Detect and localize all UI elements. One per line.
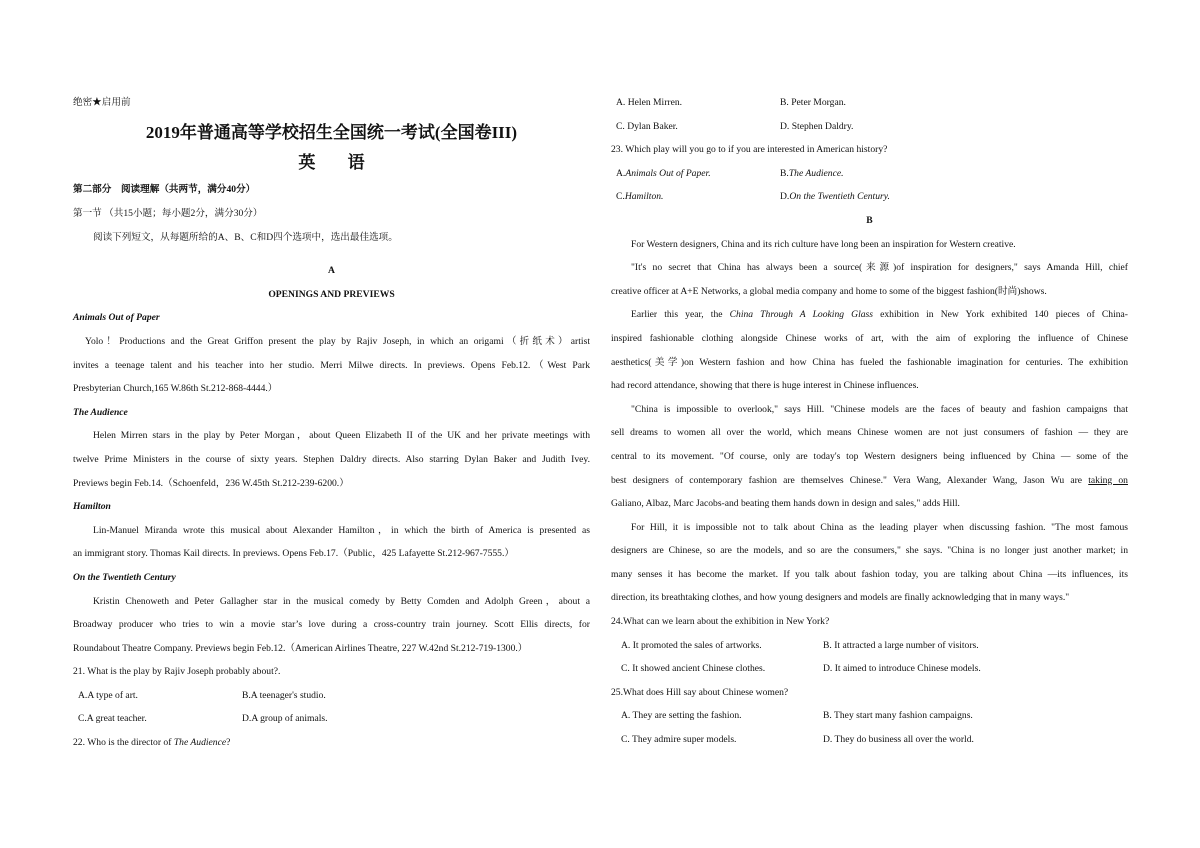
paragraph-line: For Hill, it is impossible not to talk about China as the leading player when discussing fashion. "The most famous <box>631 521 1128 533</box>
right-column <box>611 91 1128 752</box>
option-a[interactable]: A. Helen Mirren. <box>616 97 683 108</box>
play-text-line: Kristin Chenoweth and Peter Gallagher star in the musical comedy by Betty Comden and Adolph Green，about a <box>93 595 590 607</box>
section-heading: 第一节 （共15小题；每小题2分，满分30分） <box>73 208 263 219</box>
paragraph-line: aesthetics(美学)on Western fashion and how China has fueled the fashionable imagination for centuries. The exhibition <box>611 356 1128 368</box>
part-heading: 第二部分 阅读理解（共两节，满分40分） <box>73 184 256 195</box>
question-options-row <box>611 634 1128 658</box>
option-text: Animals Out of Paper. <box>625 167 711 179</box>
play-text-line: Presbyterian Church,165 W.86th St.212-868-4444.） <box>73 383 278 395</box>
paragraph-line: "It's no secret that China has always been a source(来源)of inspiration for designers," says Amanda Hill, chief <box>631 262 1128 274</box>
question-options-row <box>611 185 1128 209</box>
play-title: On the Twentieth Century <box>73 571 176 583</box>
option-c[interactable]: C. Dylan Baker. <box>616 120 678 132</box>
option-text: The Audience. <box>788 167 844 179</box>
option-c[interactable]: C.A great teacher. <box>78 713 147 725</box>
option-letter: A. <box>616 167 626 179</box>
option-d[interactable] <box>780 185 890 209</box>
option-c[interactable]: C. They admire super models. <box>621 734 737 746</box>
option-b[interactable]: B. Peter Morgan. <box>780 97 846 108</box>
passage-a-letter: A <box>328 265 335 277</box>
question-stem-title: The Audience <box>173 737 227 749</box>
paragraph-line: Galiano, Albaz, Marc Jacobs-and beating them hands down in design and sales," adds Hill. <box>611 498 960 510</box>
option-d[interactable]: D. Stephen Daldry. <box>780 120 854 132</box>
option-a[interactable]: A.A type of art. <box>78 689 138 701</box>
option-d[interactable]: D.A group of animals. <box>242 713 328 725</box>
question-options-row <box>611 162 1128 186</box>
option-letter: B. <box>780 167 789 179</box>
option-b[interactable] <box>780 162 844 186</box>
paragraph-line <box>611 303 1128 327</box>
paragraph-line: central to its movement. "Of course, only are today's top Western designers being influenced by China — some of the <box>611 450 1128 462</box>
option-d[interactable]: D. It aimed to introduce Chinese models. <box>823 663 981 675</box>
play-text-line: Previews begin Feb.14.（Schoenfeld，236 W.45th St.212-239-6200.） <box>73 477 349 489</box>
option-b[interactable]: B. It attracted a large number of visitors. <box>823 639 979 651</box>
instruction: 阅读下列短文，从每题所给的A、B、C和D四个选项中，选出最佳选项。 <box>93 231 398 243</box>
underlined-phrase: taking on <box>1088 474 1128 486</box>
play-title: Animals Out of Paper <box>73 312 160 324</box>
paragraph-text: exhibition in New York exhibited 140 pieces of China- <box>873 309 1128 321</box>
exam-title: 2019年普通高等学校招生全国统一考试(全国卷III) <box>145 123 518 142</box>
paragraph-text: best designers of contemporary fashion are themselves Chinese." Vera Wang, Alexander Wang, Jason Wu are <box>611 474 1089 486</box>
paragraph-line: many senses it has become the market. If you talk about fashion today, you are talking about China —its influences, its <box>611 568 1128 580</box>
question-options-row <box>611 704 1128 728</box>
question-options-row <box>73 684 590 708</box>
question-options-row <box>611 657 1128 681</box>
play-title: The Audience <box>73 406 128 418</box>
play-text-line: an immigrant story. Thomas Kail directs. In previews. Opens Feb.17.（Public，425 Lafayette St.212-967-7555.） <box>73 548 514 560</box>
play-text-line: Roundabout Theatre Company. Previews begin Feb.12.（American Airlines Theatre, 227 W.42nd St.212-719-1300.） <box>73 642 528 654</box>
paragraph-line: creative officer at A+E Networks, a global media company and home to some of the biggest fashion(时尚)shows. <box>611 285 1047 297</box>
option-a[interactable] <box>616 162 780 186</box>
option-a[interactable]: A. It promoted the sales of artworks. <box>621 639 762 651</box>
play-text-line: invites a teenage talent and his teacher into her studio. Merri Milwe directs. In previews. Opens Feb.12.（West Park <box>73 359 590 371</box>
passage-b-letter: B <box>866 214 873 226</box>
option-a[interactable]: A. They are setting the fashion. <box>621 710 742 722</box>
paragraph-text: Earlier this year, the <box>631 309 730 321</box>
paragraph-line: For Western designers, China and its rich culture have long been an inspiration for Western creative. <box>631 238 1016 250</box>
option-text: Hamilton. <box>624 191 664 203</box>
subject-title: 英 语 <box>298 153 379 172</box>
option-c[interactable]: C. It showed ancient Chinese clothes. <box>621 663 766 675</box>
play-text-line: Yolo！Productions and the Great Griffon present the play by Rajiv Joseph, in which an origami（折纸术）artist <box>85 335 590 347</box>
question-options-row <box>611 115 1128 139</box>
question-stem: 21. What is the play by Rajiv Joseph probably about?. <box>73 666 281 678</box>
question-stem <box>73 731 590 755</box>
option-b[interactable]: B. They start many fashion campaigns. <box>823 710 973 722</box>
question-stem: 25.What does Hill say about Chinese women? <box>611 686 789 698</box>
paragraph-line: had record attendance, showing that there is huge interest in Chinese influences. <box>611 380 919 392</box>
exhibition-title: China Through A Looking Glass <box>729 309 874 321</box>
paragraph-line: inspired fashionable clothing alongside Chinese works of art, with the aim of exploring the influence of Chinese <box>611 332 1128 344</box>
paragraph-line: "China is impossible to overlook," says Hill. "Chinese models are the faces of beauty and fashion campaigns that <box>631 403 1128 415</box>
option-letter: C. <box>616 191 625 203</box>
option-text: On the Twentieth Century. <box>789 191 890 203</box>
option-c[interactable] <box>616 185 780 209</box>
secret-label: 绝密★启用前 <box>73 97 131 108</box>
question-stem: 24.What can we learn about the exhibition in New York? <box>611 616 830 628</box>
play-text-line: twelve Prime Ministers in the course of sixty years. Stephen Daldry directs. Also starring Dylan Baker and Judith Ivey. <box>73 453 590 465</box>
question-stem: 23. Which play will you go to if you are interested in American history? <box>611 144 888 156</box>
paragraph-line: sell dreams to women all over the world, which means Chinese women are not just consumers of fashion — they are <box>611 427 1128 439</box>
play-title: Hamilton <box>73 501 111 513</box>
question-options-row <box>611 91 1128 115</box>
option-letter: D. <box>780 191 790 203</box>
passage-a-heading: OPENINGS AND PREVIEWS <box>268 288 395 300</box>
paragraph-line <box>611 469 1128 493</box>
paragraph-line: direction, its breathtaking clothes, and how young designers and models are finally acknowledging that in many ways." <box>611 592 1070 604</box>
play-text-line: Helen Mirren stars in the play by Peter Morgan，about Queen Elizabeth II of the UK and her private meetings with <box>93 430 590 442</box>
question-options-row <box>611 728 1128 752</box>
question-stem-end: ? <box>226 737 231 749</box>
question-options-row <box>73 707 590 731</box>
option-b[interactable]: B.A teenager's studio. <box>242 689 326 701</box>
option-d[interactable]: D. They do business all over the world. <box>823 734 974 746</box>
paragraph-line: designers are Chinese, so are the models, and so are the consumers," she says. "China is no longer just another market; in <box>611 545 1128 557</box>
play-text-line: Lin-Manuel Miranda wrote this musical about Alexander Hamilton，in which the birth of America is presented as <box>93 524 590 536</box>
question-stem-text: 22. Who is the director of <box>73 737 174 749</box>
play-text-line: Broadway producer who tries to win a movie star’s love during a cross-country train journey. Scott Ellis directs, for <box>73 619 590 631</box>
left-column <box>73 92 590 755</box>
